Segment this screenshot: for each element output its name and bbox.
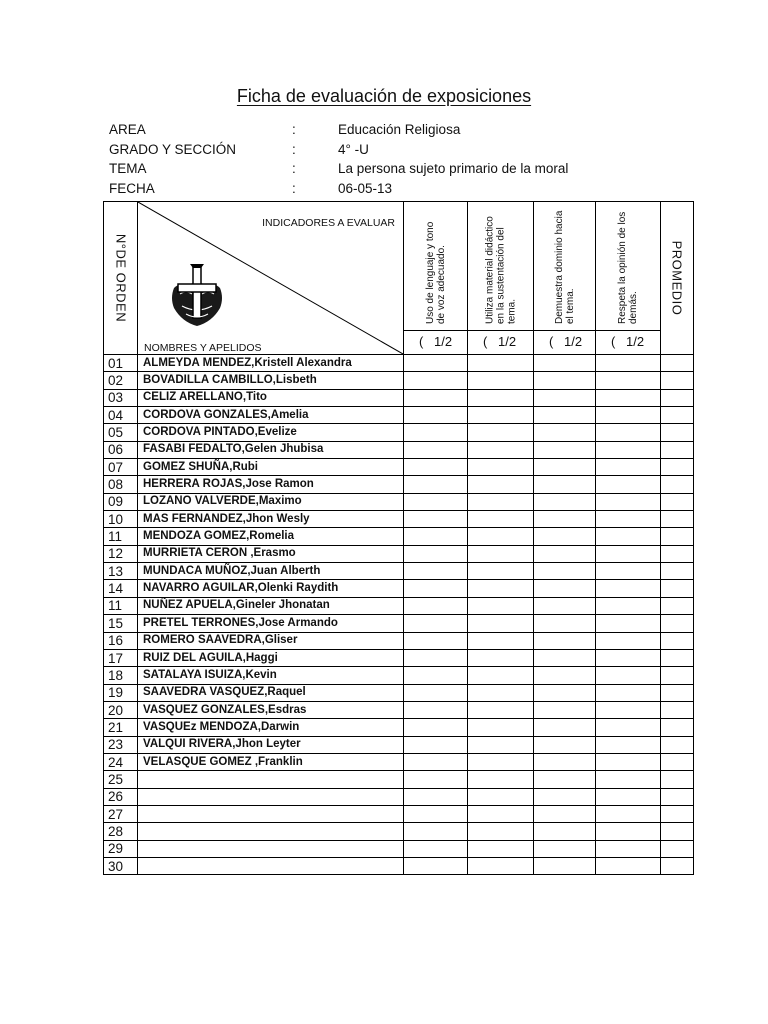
score-cell[interactable] bbox=[596, 719, 661, 736]
meta-colon: : bbox=[292, 122, 296, 137]
order-number: 25 bbox=[104, 771, 138, 788]
score-cell[interactable] bbox=[468, 476, 534, 493]
table-row bbox=[104, 753, 694, 770]
score-cell[interactable] bbox=[596, 615, 661, 632]
student-name bbox=[138, 823, 404, 840]
religious-emblem-icon bbox=[166, 264, 228, 328]
score-cell[interactable] bbox=[534, 857, 596, 874]
meta-value: 4° -U bbox=[338, 141, 369, 157]
student-name: PRETEL TERRONES,Jose Armando bbox=[138, 615, 404, 632]
score-cell[interactable] bbox=[404, 355, 468, 372]
orden-header-cell bbox=[104, 202, 138, 355]
score-cell[interactable] bbox=[404, 511, 468, 528]
table-row bbox=[104, 719, 694, 736]
score-cell[interactable] bbox=[468, 597, 534, 614]
promedio-cell[interactable] bbox=[661, 753, 694, 770]
score-cell[interactable] bbox=[596, 788, 661, 805]
student-name: FASABI FEDALTO,Gelen Jhubisa bbox=[138, 441, 404, 458]
score-cell[interactable] bbox=[404, 736, 468, 753]
table-row bbox=[104, 857, 694, 874]
score-cell[interactable] bbox=[404, 823, 468, 840]
order-number: 20 bbox=[104, 701, 138, 718]
score-cell[interactable] bbox=[596, 857, 661, 874]
table-row bbox=[104, 684, 694, 701]
student-name bbox=[138, 857, 404, 874]
score-cell[interactable] bbox=[468, 857, 534, 874]
score-cell[interactable] bbox=[596, 701, 661, 718]
score-cell[interactable] bbox=[468, 580, 534, 597]
meta-label: AREA bbox=[109, 122, 146, 137]
meta-value: 06-05-13 bbox=[338, 180, 393, 196]
order-number: 01 bbox=[104, 355, 138, 372]
table-row bbox=[104, 372, 694, 389]
order-number: 09 bbox=[104, 493, 138, 510]
order-number: 03 bbox=[104, 389, 138, 406]
order-number: 19 bbox=[104, 684, 138, 701]
student-name: SAAVEDRA VASQUEZ,Raquel bbox=[138, 684, 404, 701]
score-cell[interactable] bbox=[534, 615, 596, 632]
criterion-header-cell bbox=[404, 202, 468, 331]
order-number: 14 bbox=[104, 580, 138, 597]
score-cell[interactable] bbox=[468, 424, 534, 441]
promedio-cell[interactable] bbox=[661, 857, 694, 874]
score-cell[interactable] bbox=[534, 580, 596, 597]
criterion-header: Demuestra dominio hacia el tema. bbox=[553, 210, 576, 324]
score-cell[interactable] bbox=[534, 372, 596, 389]
criterion-header: Uso de lenguaje y tono de voz adecuado. bbox=[424, 221, 447, 324]
table-row bbox=[104, 597, 694, 614]
table-row bbox=[104, 563, 694, 580]
order-number: 05 bbox=[104, 424, 138, 441]
student-name: ALMEYDA MENDEZ,Kristell Alexandra bbox=[138, 355, 404, 372]
order-number: 16 bbox=[104, 632, 138, 649]
student-name: SATALAYA ISUIZA,Kevin bbox=[138, 667, 404, 684]
order-number: 12 bbox=[104, 545, 138, 562]
order-number: 04 bbox=[104, 407, 138, 424]
promedio-cell[interactable] bbox=[661, 372, 694, 389]
score-cell[interactable] bbox=[404, 493, 468, 510]
nombres-label: NOMBRES Y APELIDOS bbox=[144, 342, 262, 354]
table-row bbox=[104, 771, 694, 788]
score-cell[interactable] bbox=[468, 840, 534, 857]
table-row bbox=[104, 528, 694, 545]
promedio-cell[interactable] bbox=[661, 701, 694, 718]
order-number: 08 bbox=[104, 476, 138, 493]
score-cell[interactable] bbox=[596, 771, 661, 788]
score-cell[interactable] bbox=[468, 736, 534, 753]
order-number: 18 bbox=[104, 667, 138, 684]
student-name: MENDOZA GOMEZ,Romelia bbox=[138, 528, 404, 545]
orden-header: N°DE ORDEN bbox=[113, 233, 128, 323]
table-row bbox=[104, 441, 694, 458]
score-cell[interactable] bbox=[534, 649, 596, 666]
score-cell[interactable] bbox=[468, 407, 534, 424]
score-cell[interactable] bbox=[468, 563, 534, 580]
promedio-cell[interactable] bbox=[661, 805, 694, 822]
score-cell[interactable] bbox=[468, 528, 534, 545]
score-cell[interactable] bbox=[596, 545, 661, 562]
score-cell[interactable] bbox=[468, 771, 534, 788]
score-cell[interactable] bbox=[404, 719, 468, 736]
score-cell[interactable] bbox=[404, 597, 468, 614]
score-cell[interactable] bbox=[596, 823, 661, 840]
score-cell[interactable] bbox=[596, 424, 661, 441]
score-scale-cell bbox=[534, 331, 596, 355]
score-cell[interactable] bbox=[596, 684, 661, 701]
score-scale-cell bbox=[596, 331, 661, 355]
order-number: 07 bbox=[104, 459, 138, 476]
score-cell[interactable] bbox=[596, 459, 661, 476]
order-number: 11 bbox=[104, 528, 138, 545]
scale-paren: ( bbox=[611, 334, 616, 349]
promedio-cell[interactable] bbox=[661, 684, 694, 701]
score-cell[interactable] bbox=[596, 736, 661, 753]
score-cell[interactable] bbox=[404, 528, 468, 545]
score-cell[interactable] bbox=[534, 511, 596, 528]
order-number: 24 bbox=[104, 753, 138, 770]
header-row bbox=[104, 202, 694, 331]
score-cell[interactable] bbox=[468, 511, 534, 528]
promedio-header: PROMEDIO bbox=[669, 240, 685, 316]
table-row bbox=[104, 667, 694, 684]
order-number: 27 bbox=[104, 805, 138, 822]
score-cell[interactable] bbox=[596, 753, 661, 770]
table-row bbox=[104, 701, 694, 718]
table-row bbox=[104, 632, 694, 649]
score-cell[interactable] bbox=[404, 424, 468, 441]
scale-value: 1/2 bbox=[626, 334, 645, 349]
order-number: 30 bbox=[104, 857, 138, 874]
meta-colon: : bbox=[292, 141, 296, 157]
score-cell[interactable] bbox=[596, 580, 661, 597]
score-cell[interactable] bbox=[468, 684, 534, 701]
table-row bbox=[104, 580, 694, 597]
order-number: 02 bbox=[104, 372, 138, 389]
score-cell[interactable] bbox=[404, 476, 468, 493]
meta-label: TEMA bbox=[109, 161, 147, 176]
student-name: VASQUEZ GONZALES,Esdras bbox=[138, 701, 404, 718]
order-number: 13 bbox=[104, 563, 138, 580]
score-cell[interactable] bbox=[468, 372, 534, 389]
score-cell[interactable] bbox=[404, 788, 468, 805]
criterion-header: Utiliza material didáctico en la sustentación del tema. bbox=[484, 216, 517, 324]
promedio-cell[interactable] bbox=[661, 840, 694, 857]
score-cell[interactable] bbox=[596, 632, 661, 649]
score-cell[interactable] bbox=[468, 459, 534, 476]
score-cell[interactable] bbox=[468, 823, 534, 840]
student-name: RUIZ DEL AGUILA,Haggi bbox=[138, 649, 404, 666]
score-cell[interactable] bbox=[404, 563, 468, 580]
order-number: 21 bbox=[104, 719, 138, 736]
table-row bbox=[104, 788, 694, 805]
criterion-header: Respeta la opinión de los demás. bbox=[617, 211, 639, 324]
score-cell[interactable] bbox=[468, 788, 534, 805]
meta-label: GRADO Y SECCIÓN bbox=[109, 141, 237, 157]
score-cell[interactable] bbox=[468, 753, 534, 770]
score-cell[interactable] bbox=[534, 823, 596, 840]
score-cell[interactable] bbox=[534, 597, 596, 614]
scale-paren: ( bbox=[483, 334, 488, 349]
table-row bbox=[104, 545, 694, 562]
score-cell[interactable] bbox=[468, 615, 534, 632]
promedio-cell[interactable] bbox=[661, 823, 694, 840]
scale-value: 1/2 bbox=[434, 334, 453, 349]
score-cell[interactable] bbox=[404, 459, 468, 476]
score-cell[interactable] bbox=[596, 441, 661, 458]
score-cell[interactable] bbox=[404, 389, 468, 406]
promedio-cell[interactable] bbox=[661, 545, 694, 562]
table-row bbox=[104, 355, 694, 372]
score-cell[interactable] bbox=[534, 736, 596, 753]
promedio-cell[interactable] bbox=[661, 563, 694, 580]
score-cell[interactable] bbox=[596, 372, 661, 389]
score-cell[interactable] bbox=[596, 649, 661, 666]
score-cell[interactable] bbox=[404, 684, 468, 701]
score-cell[interactable] bbox=[534, 788, 596, 805]
score-cell[interactable] bbox=[534, 771, 596, 788]
promedio-cell[interactable] bbox=[661, 355, 694, 372]
score-cell[interactable] bbox=[596, 840, 661, 857]
diagonal-header-cell bbox=[138, 202, 404, 355]
table-row bbox=[104, 511, 694, 528]
scale-value: 1/2 bbox=[564, 334, 583, 349]
score-cell[interactable] bbox=[596, 805, 661, 822]
score-cell[interactable] bbox=[534, 701, 596, 718]
score-cell[interactable] bbox=[468, 667, 534, 684]
meta-colon: : bbox=[292, 161, 296, 176]
page-title: Ficha de evaluación de exposiciones bbox=[236, 86, 532, 106]
table-row bbox=[104, 615, 694, 632]
score-cell[interactable] bbox=[596, 528, 661, 545]
student-name: MAS FERNANDEZ,Jhon Wesly bbox=[138, 511, 404, 528]
table-row bbox=[104, 805, 694, 822]
score-scale-cell bbox=[404, 331, 468, 355]
score-cell[interactable] bbox=[596, 511, 661, 528]
score-cell[interactable] bbox=[404, 580, 468, 597]
score-cell[interactable] bbox=[404, 805, 468, 822]
promedio-cell[interactable] bbox=[661, 615, 694, 632]
score-cell[interactable] bbox=[596, 476, 661, 493]
score-cell[interactable] bbox=[468, 389, 534, 406]
table-row bbox=[104, 476, 694, 493]
score-cell[interactable] bbox=[534, 355, 596, 372]
score-cell[interactable] bbox=[596, 597, 661, 614]
promedio-cell[interactable] bbox=[661, 649, 694, 666]
table-row bbox=[104, 840, 694, 857]
score-cell[interactable] bbox=[468, 441, 534, 458]
student-name bbox=[138, 805, 404, 822]
score-cell[interactable] bbox=[468, 649, 534, 666]
meta-value: Educación Religiosa bbox=[338, 122, 461, 137]
score-cell[interactable] bbox=[534, 459, 596, 476]
score-cell[interactable] bbox=[534, 632, 596, 649]
order-number: 10 bbox=[104, 511, 138, 528]
promedio-cell[interactable] bbox=[661, 719, 694, 736]
meta-colon: : bbox=[292, 180, 296, 196]
promedio-cell[interactable] bbox=[661, 424, 694, 441]
promedio-cell[interactable] bbox=[661, 511, 694, 528]
promedio-cell[interactable] bbox=[661, 597, 694, 614]
score-cell[interactable] bbox=[534, 545, 596, 562]
score-cell[interactable] bbox=[534, 563, 596, 580]
table-row bbox=[104, 493, 694, 510]
promedio-cell[interactable] bbox=[661, 441, 694, 458]
promedio-cell[interactable] bbox=[661, 632, 694, 649]
score-cell[interactable] bbox=[404, 632, 468, 649]
student-name bbox=[138, 840, 404, 857]
score-cell[interactable] bbox=[534, 476, 596, 493]
promedio-cell[interactable] bbox=[661, 389, 694, 406]
score-cell[interactable] bbox=[596, 389, 661, 406]
score-cell[interactable] bbox=[468, 545, 534, 562]
score-cell[interactable] bbox=[596, 355, 661, 372]
score-cell[interactable] bbox=[534, 493, 596, 510]
student-name: GOMEZ SHUÑA,Rubi bbox=[138, 459, 404, 476]
score-cell[interactable] bbox=[534, 753, 596, 770]
score-cell[interactable] bbox=[404, 701, 468, 718]
score-cell[interactable] bbox=[534, 528, 596, 545]
score-cell[interactable] bbox=[468, 355, 534, 372]
score-cell[interactable] bbox=[468, 701, 534, 718]
student-name: NUÑEZ APUELA,Gineler Jhonatan bbox=[138, 597, 404, 614]
score-cell[interactable] bbox=[534, 441, 596, 458]
order-number: 17 bbox=[104, 649, 138, 666]
order-number: 15 bbox=[104, 615, 138, 632]
score-cell[interactable] bbox=[404, 372, 468, 389]
score-cell[interactable] bbox=[534, 840, 596, 857]
score-cell[interactable] bbox=[468, 805, 534, 822]
table-row bbox=[104, 389, 694, 406]
promedio-cell[interactable] bbox=[661, 493, 694, 510]
student-name: VELASQUE GOMEZ ,Franklin bbox=[138, 753, 404, 770]
score-cell[interactable] bbox=[404, 667, 468, 684]
criterion-header-cell bbox=[596, 202, 661, 331]
criterion-header-cell bbox=[468, 202, 534, 331]
promedio-cell[interactable] bbox=[661, 788, 694, 805]
score-cell[interactable] bbox=[534, 407, 596, 424]
indicadores-label: INDICADORES A EVALUAR bbox=[262, 217, 395, 229]
student-name: MUNDACA MUÑOZ,Juan Alberth bbox=[138, 563, 404, 580]
promedio-header-cell bbox=[661, 202, 694, 355]
score-cell[interactable] bbox=[404, 771, 468, 788]
student-name: MURRIETA CERON ,Erasmo bbox=[138, 545, 404, 562]
table-row bbox=[104, 459, 694, 476]
score-cell[interactable] bbox=[596, 493, 661, 510]
student-name: LOZANO VALVERDE,Maximo bbox=[138, 493, 404, 510]
scale-paren: ( bbox=[419, 334, 424, 349]
score-cell[interactable] bbox=[468, 493, 534, 510]
score-cell[interactable] bbox=[596, 563, 661, 580]
table-row bbox=[104, 736, 694, 753]
score-cell[interactable] bbox=[534, 389, 596, 406]
promedio-cell[interactable] bbox=[661, 476, 694, 493]
score-cell[interactable] bbox=[404, 840, 468, 857]
score-cell[interactable] bbox=[534, 719, 596, 736]
score-cell[interactable] bbox=[404, 441, 468, 458]
score-cell[interactable] bbox=[534, 424, 596, 441]
score-cell[interactable] bbox=[404, 615, 468, 632]
meta-label: FECHA bbox=[109, 180, 155, 196]
student-name: VASQUEz MENDOZA,Darwin bbox=[138, 719, 404, 736]
student-name: CORDOVA PINTADO,Evelize bbox=[138, 424, 404, 441]
score-cell[interactable] bbox=[404, 649, 468, 666]
table-row bbox=[104, 823, 694, 840]
score-cell[interactable] bbox=[404, 857, 468, 874]
promedio-cell[interactable] bbox=[661, 459, 694, 476]
criterion-header-cell bbox=[534, 202, 596, 331]
score-cell[interactable] bbox=[404, 753, 468, 770]
promedio-cell[interactable] bbox=[661, 667, 694, 684]
table-row bbox=[104, 407, 694, 424]
student-name: CELIZ ARELLANO,Tito bbox=[138, 389, 404, 406]
student-name: VALQUI RIVERA,Jhon Leyter bbox=[138, 736, 404, 753]
student-name: ROMERO SAAVEDRA,Gliser bbox=[138, 632, 404, 649]
promedio-cell[interactable] bbox=[661, 407, 694, 424]
promedio-cell[interactable] bbox=[661, 771, 694, 788]
score-cell[interactable] bbox=[534, 805, 596, 822]
order-number: 06 bbox=[104, 441, 138, 458]
score-cell[interactable] bbox=[404, 545, 468, 562]
score-cell[interactable] bbox=[404, 407, 468, 424]
score-cell[interactable] bbox=[468, 719, 534, 736]
student-name bbox=[138, 771, 404, 788]
meta-value: La persona sujeto primario de la moral bbox=[338, 161, 569, 176]
order-number: 26 bbox=[104, 788, 138, 805]
promedio-cell[interactable] bbox=[661, 528, 694, 545]
student-name: HERRERA ROJAS,Jose Ramon bbox=[138, 476, 404, 493]
table-row bbox=[104, 424, 694, 441]
score-scale-cell bbox=[468, 331, 534, 355]
evaluation-table bbox=[103, 201, 694, 875]
promedio-cell[interactable] bbox=[661, 580, 694, 597]
student-name: CORDOVA GONZALES,Amelia bbox=[138, 407, 404, 424]
student-name bbox=[138, 788, 404, 805]
score-cell[interactable] bbox=[534, 684, 596, 701]
score-cell[interactable] bbox=[596, 667, 661, 684]
score-cell[interactable] bbox=[534, 667, 596, 684]
score-cell[interactable] bbox=[596, 407, 661, 424]
scale-value: 1/2 bbox=[498, 334, 517, 349]
promedio-cell[interactable] bbox=[661, 736, 694, 753]
order-number: 23 bbox=[104, 736, 138, 753]
table-row bbox=[104, 649, 694, 666]
score-cell[interactable] bbox=[468, 632, 534, 649]
order-number: 29 bbox=[104, 840, 138, 857]
student-name: NAVARRO AGUILAR,Olenki Raydith bbox=[138, 580, 404, 597]
order-number: 11 bbox=[104, 597, 138, 614]
scale-paren: ( bbox=[549, 334, 554, 349]
student-name: BOVADILLA CAMBILLO,Lisbeth bbox=[138, 372, 404, 389]
order-number: 28 bbox=[104, 823, 138, 840]
